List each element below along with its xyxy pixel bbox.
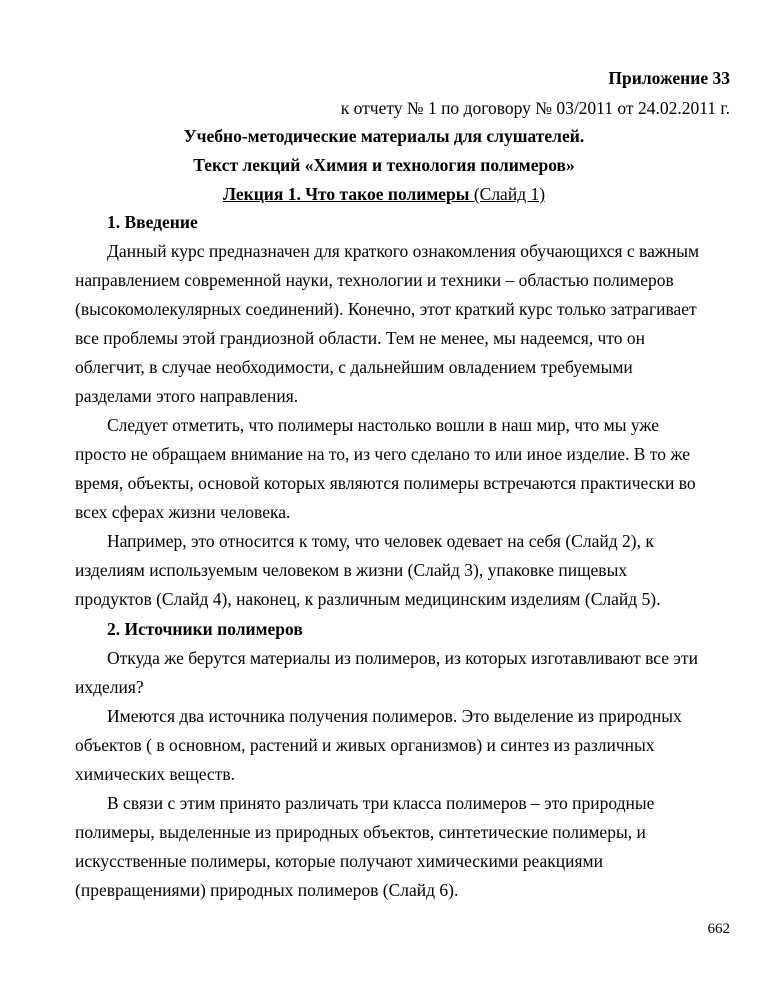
paragraph-line: всех сферах жизни человека.	[75, 502, 291, 522]
lecture-title-line	[0, 183, 768, 205]
paragraph-line: химических веществ.	[75, 764, 235, 784]
lecture-text-title: Текст лекций «Химия и технология полимеров»	[193, 155, 575, 175]
section-heading: 2. Источники полимеров	[107, 619, 303, 639]
paragraph-line: искусственные полимеры, которые получают химическими реакциями	[75, 851, 603, 871]
paragraph-line: изделиям используемым человеком в жизни (Слайд 3), упаковке пищевых	[75, 560, 628, 580]
paragraph-line: Например, это относится к тому, что человек одевает на себя (Слайд 2), к	[107, 531, 654, 551]
paragraph-line: В связи с этим принято различать три класса полимеров – это природные	[107, 793, 655, 813]
paragraph-line: (высокомолекулярных соединений). Конечно, этот краткий курс только затрагивает	[75, 299, 697, 319]
paragraph-line: ихделия?	[75, 677, 144, 697]
paragraph-line: Следует отметить, что полимеры настолько вошли в наш мир, что мы уже	[107, 415, 659, 435]
paragraph-line: направлением современной науки, технологии и техники – областью полимеров	[75, 270, 674, 290]
section-heading: 1. Введение	[107, 212, 198, 232]
appendix-label: Приложение 33	[608, 68, 730, 88]
paragraph-line: (превращениями) природных полимеров (Слайд 6).	[75, 880, 459, 900]
lecture-slide-ref: (Слайд 1)	[469, 184, 546, 204]
paragraph-line: все проблемы этой грандиозной области. Тем не менее, мы надеемся, что он	[75, 328, 645, 348]
paragraph-line: Данный курс предназначен для краткого ознакомления обучающихся с важным	[107, 241, 700, 261]
paragraph-line: время, объекты, основой которых являются полимеры встречаются практически во	[75, 473, 696, 493]
page-number: 662	[707, 921, 730, 937]
paragraph-line: объектов ( в основном, растений и живых организмов) и синтез из различных	[75, 735, 655, 755]
paragraph-line: продуктов (Слайд 4), наконец, к различным медицинским изделиям (Слайд 5).	[75, 589, 661, 609]
paragraph-line: просто не обращаем внимание на то, из чего сделано то или иное изделие. В то же	[75, 444, 690, 464]
paragraph-line: полимеры, выделенные из природных объектов, синтетические полимеры, и	[75, 822, 646, 842]
lecture-title: Лекция 1. Что такое полимеры	[222, 184, 470, 204]
report-reference: к отчету № 1 по договору № 03/2011 от 24.02.2011 г.	[340, 98, 730, 118]
materials-title: Учебно-методические материалы для слушателей.	[183, 126, 585, 146]
paragraph-line: разделами этого направления.	[75, 386, 299, 406]
paragraph-line: Имеются два источника получения полимеров. Это выделение из природных	[107, 706, 682, 726]
paragraph-line: Откуда же берутся материалы из полимеров, из которых изготавливают все эти	[107, 648, 698, 668]
paragraph-line: облегчит, в случае необходимости, с дальнейшим овладением требуемыми	[75, 357, 633, 377]
